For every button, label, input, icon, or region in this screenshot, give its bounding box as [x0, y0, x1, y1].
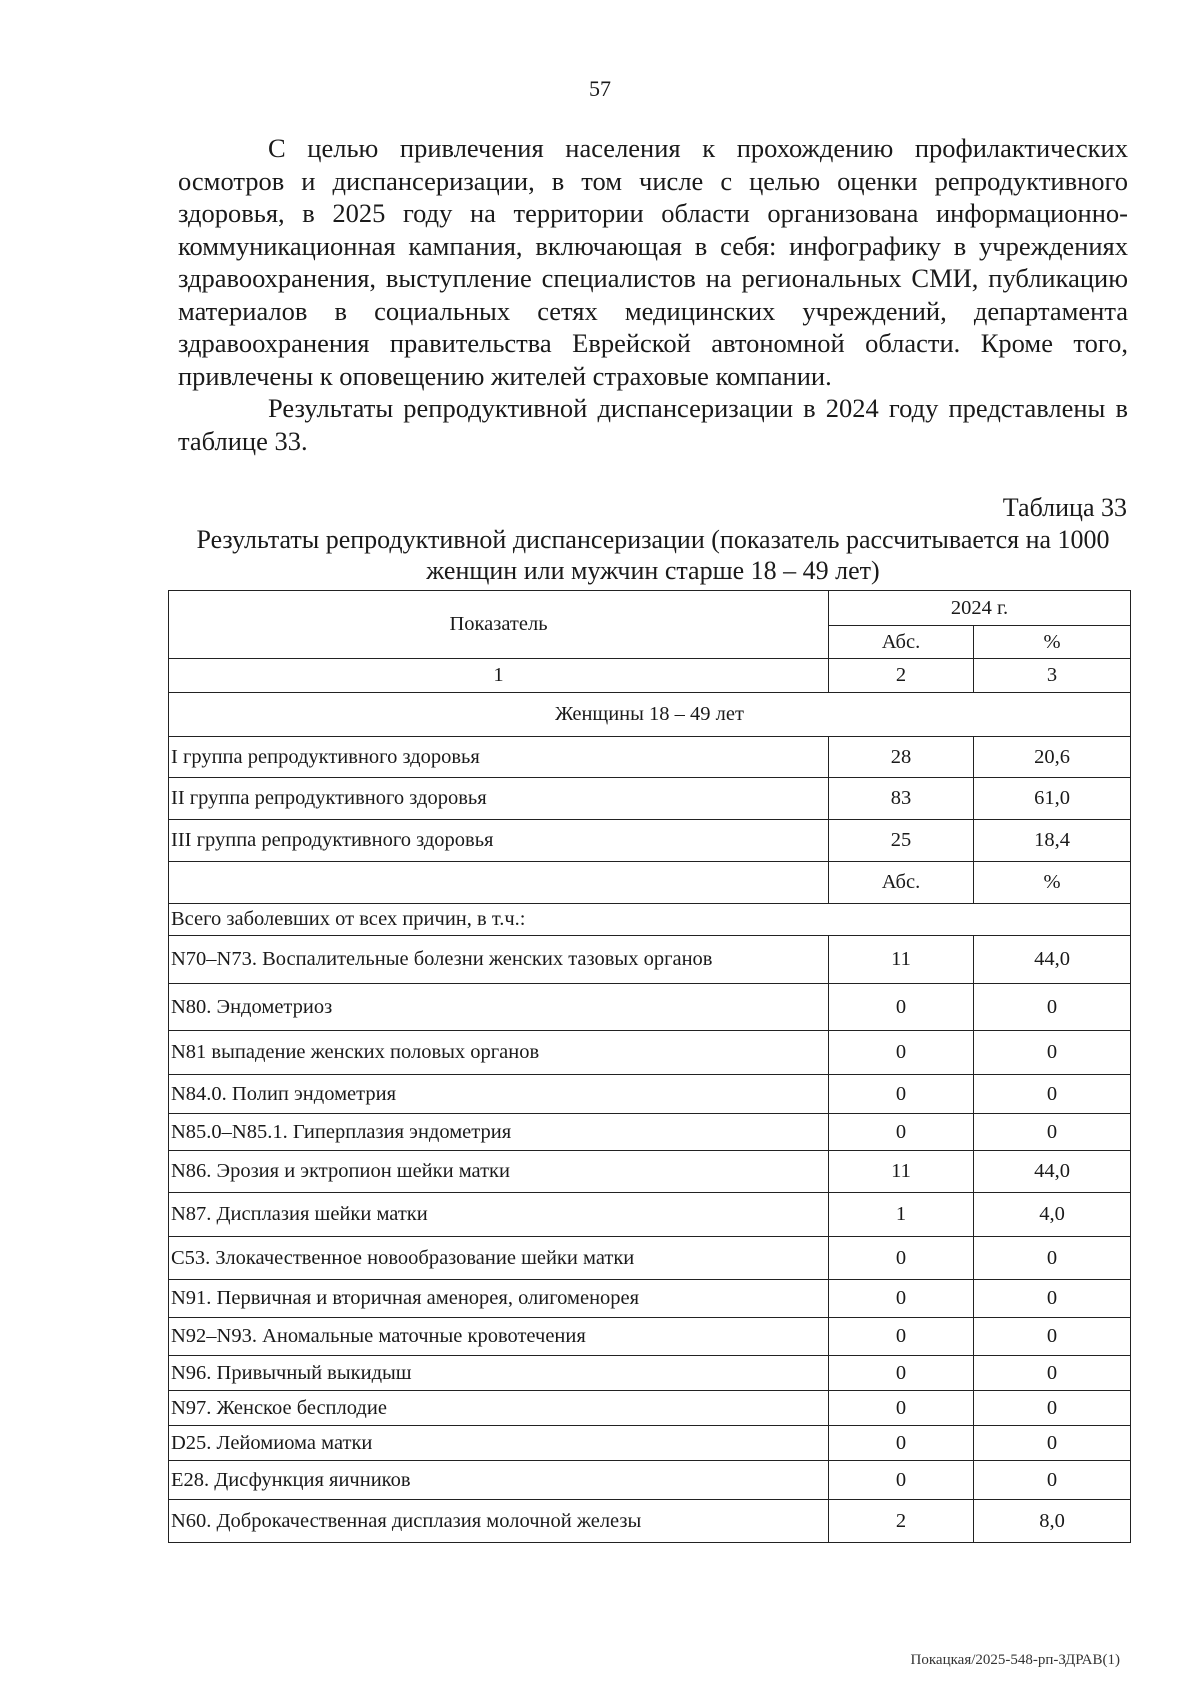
group-label: II группа репродуктивного здоровья [169, 778, 829, 820]
paragraph: С целью привлечения населения к прохождению профилактических осмотров и диспансеризации, в том числе с целью оценки репродуктивного здоровья, в 2025 году на территории области организована информационно-коммуникационная кампания, включающая в себя: инфографику в учреждениях здравоохранения, выступление специалистов на региональных СМИ, публикацию материалов в социальных сетях медицинских учреждений, департамента здравоохранения правительства Еврейской автономной области. Кроме того, привлечены к оповещению жителей страховые компании. [178, 133, 1128, 391]
disease-label: N60. Доброкачественная дисплазия молочной железы [169, 1500, 829, 1543]
disease-abs: 0 [829, 984, 974, 1031]
disease-row [169, 1151, 1131, 1193]
disease-abs: 0 [829, 1391, 974, 1426]
disease-pct: 44,0 [974, 1151, 1131, 1193]
disease-row [169, 1461, 1131, 1500]
disease-row [169, 1391, 1131, 1426]
disease-label: N85.0–N85.1. Гиперплазия эндометрия [169, 1114, 829, 1151]
table-number: Таблица 33 [1002, 493, 1127, 522]
header-pct: % [974, 626, 1131, 659]
disease-row [169, 1500, 1131, 1543]
disease-label: N91. Первичная и вторичная аменорея, олигоменорея [169, 1280, 829, 1318]
disease-abs: 0 [829, 1114, 974, 1151]
subheader-pct: % [974, 862, 1131, 904]
disease-abs: 0 [829, 1237, 974, 1280]
disease-label: N87. Дисплазия шейки матки [169, 1193, 829, 1237]
section-women: Женщины 18 – 49 лет [169, 693, 1131, 737]
disease-pct: 0 [974, 1461, 1131, 1500]
disease-row [169, 1356, 1131, 1391]
disease-label: N70–N73. Воспалительные болезни женских тазовых органов [169, 936, 829, 984]
group-abs: 83 [829, 778, 974, 820]
table-title: Результаты репродуктивной диспансеризации (показатель рассчитывается на 1000 женщин или мужчин старше 18 – 49 лет) [196, 525, 1110, 585]
disease-label: E28. Дисфункция яичников [169, 1461, 829, 1500]
disease-pct: 0 [974, 1114, 1131, 1151]
col-num: 2 [829, 659, 974, 693]
disease-row [169, 1031, 1131, 1075]
disease-pct: 8,0 [974, 1500, 1131, 1543]
disease-abs: 0 [829, 1280, 974, 1318]
page-number: 57 [589, 76, 611, 101]
disease-row [169, 984, 1131, 1031]
footer-doc-id: Покацкая/2025-548-рп-ЗДРАВ(1) [910, 1652, 1120, 1668]
results-table [168, 590, 1131, 1543]
disease-row [169, 1193, 1131, 1237]
disease-label: N86. Эрозия и эктропион шейки матки [169, 1151, 829, 1193]
disease-row [169, 1075, 1131, 1114]
disease-pct: 0 [974, 1391, 1131, 1426]
disease-abs: 1 [829, 1193, 974, 1237]
group-abs: 28 [829, 737, 974, 778]
disease-row [169, 1280, 1131, 1318]
disease-label: N81 выпадение женских половых органов [169, 1031, 829, 1075]
disease-label: N80. Эндометриоз [169, 984, 829, 1031]
disease-abs: 0 [829, 1031, 974, 1075]
group-label: III группа репродуктивного здоровья [169, 820, 829, 862]
disease-pct: 0 [974, 984, 1131, 1031]
group-pct: 18,4 [974, 820, 1131, 862]
disease-pct: 0 [974, 1356, 1131, 1391]
col-num: 3 [974, 659, 1131, 693]
empty-cell [169, 862, 829, 904]
disease-label: C53. Злокачественное новообразование шейки матки [169, 1237, 829, 1280]
disease-row [169, 936, 1131, 984]
disease-pct: 0 [974, 1426, 1131, 1461]
group-pct: 20,6 [974, 737, 1131, 778]
disease-row [169, 1237, 1131, 1280]
disease-label: N96. Привычный выкидыш [169, 1356, 829, 1391]
disease-abs: 0 [829, 1461, 974, 1500]
disease-label: N92–N93. Аномальные маточные кровотечения [169, 1318, 829, 1356]
disease-abs: 2 [829, 1500, 974, 1543]
group-abs: 25 [829, 820, 974, 862]
disease-abs: 0 [829, 1426, 974, 1461]
disease-pct: 0 [974, 1031, 1131, 1075]
disease-label: N84.0. Полип эндометрия [169, 1075, 829, 1114]
disease-row [169, 1426, 1131, 1461]
total-label: Всего заболевших от всех причин, в т.ч.: [169, 904, 1131, 936]
header-year: 2024 г. [829, 591, 1131, 626]
disease-pct: 0 [974, 1280, 1131, 1318]
disease-pct: 4,0 [974, 1193, 1131, 1237]
disease-row [169, 1318, 1131, 1356]
disease-row [169, 1114, 1131, 1151]
disease-pct: 44,0 [974, 936, 1131, 984]
disease-label: N97. Женское бесплодие [169, 1391, 829, 1426]
group-pct: 61,0 [974, 778, 1131, 820]
header-indicator: Показатель [169, 591, 829, 659]
disease-pct: 0 [974, 1075, 1131, 1114]
header-abs: Абс. [829, 626, 974, 659]
disease-pct: 0 [974, 1237, 1131, 1280]
paragraph: Результаты репродуктивной диспансеризации в 2024 году представлены в таблице 33. [178, 393, 1128, 456]
disease-pct: 0 [974, 1318, 1131, 1356]
disease-abs: 0 [829, 1318, 974, 1356]
group-label: I группа репродуктивного здоровья [169, 737, 829, 778]
disease-abs: 0 [829, 1075, 974, 1114]
subheader-abs: Абс. [829, 862, 974, 904]
disease-abs: 11 [829, 1151, 974, 1193]
col-num: 1 [169, 659, 829, 693]
disease-abs: 0 [829, 1356, 974, 1391]
body-text [178, 132, 1128, 457]
disease-label: D25. Лейомиома матки [169, 1426, 829, 1461]
disease-abs: 11 [829, 936, 974, 984]
